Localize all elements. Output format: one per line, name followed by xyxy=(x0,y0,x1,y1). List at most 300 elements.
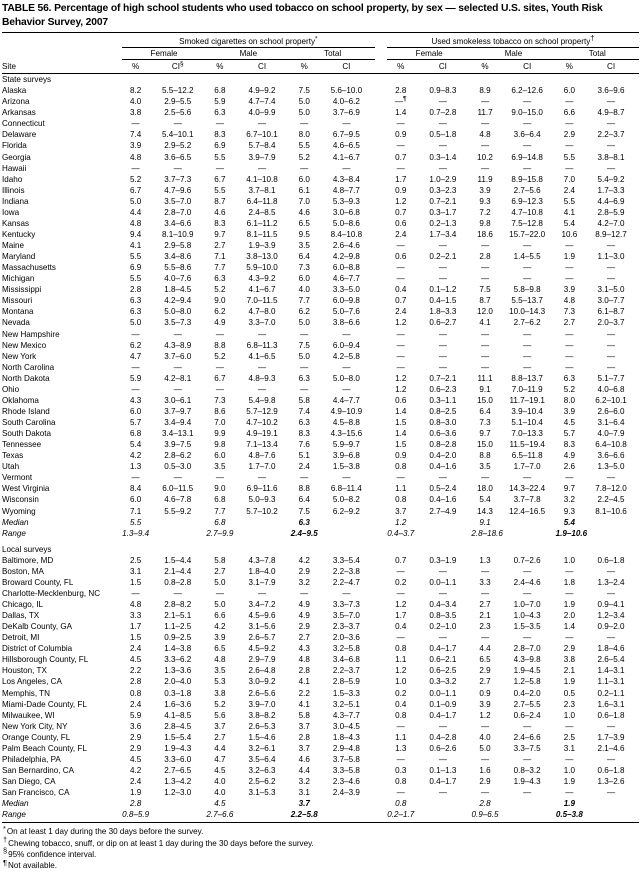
summary-value xyxy=(149,798,206,809)
data-cell: 6.7–9.5 xyxy=(332,130,360,140)
data-cell: 3.2 xyxy=(563,495,575,505)
value-not-available: — xyxy=(438,97,447,107)
data-cell: 3.9 xyxy=(479,699,491,709)
table-row xyxy=(2,743,639,754)
data-cell: 4.0–6.8 xyxy=(597,384,625,394)
data-cell: 0.3 xyxy=(395,765,407,775)
data-cell: 2.6–5.6 xyxy=(248,688,276,698)
data-cell: 4.2–9.8 xyxy=(332,252,360,262)
value-not-available: — xyxy=(396,362,405,372)
column-gap xyxy=(375,643,387,654)
table-row xyxy=(2,417,639,428)
footnote-marker: † xyxy=(3,834,8,844)
data-cell: 4.1 xyxy=(298,699,310,709)
data-cell: 2.6–6.0 xyxy=(597,406,625,416)
data-cell: 2.4 xyxy=(129,777,142,786)
table-row xyxy=(2,152,639,163)
data-cell: 5.2 xyxy=(214,351,226,361)
value-not-available: — xyxy=(258,163,267,173)
summary-value xyxy=(234,528,291,539)
value-not-available: — xyxy=(606,263,616,273)
data-cell: 8.4 xyxy=(129,484,142,494)
data-cell: 0.5–2.4 xyxy=(429,484,457,494)
table-row xyxy=(2,472,639,483)
row-site-label: Houston, TX xyxy=(2,666,47,676)
value-not-available: — xyxy=(523,754,532,764)
summary-value: 2.8 xyxy=(479,799,491,809)
section-header-row xyxy=(2,544,639,555)
data-cell: 6.3 xyxy=(129,307,142,317)
data-cell: 8.0 xyxy=(298,130,310,140)
value-not-available: — xyxy=(480,362,490,372)
data-cell: 3.9 xyxy=(563,406,575,416)
data-cell: 5.0–8.6 xyxy=(332,218,360,228)
data-cell: 5.5 xyxy=(563,196,575,206)
data-cell: 3.7 xyxy=(298,721,310,731)
value-not-available: — xyxy=(606,340,616,350)
data-cell: 3.0–9.2 xyxy=(248,677,276,687)
column-gap xyxy=(375,599,387,610)
row-site-label: Baltimore, MD xyxy=(2,555,54,565)
row-site-label: Texas xyxy=(2,451,24,461)
data-cell: 0.6–2.7 xyxy=(429,318,457,328)
table-row xyxy=(2,765,639,776)
column-gap xyxy=(375,743,387,754)
footnotes-block xyxy=(3,823,641,872)
value-not-available: — xyxy=(523,141,532,151)
table-row xyxy=(2,439,639,450)
data-cell: 5.5–8.6 xyxy=(164,263,192,273)
data-cell: 7.1 xyxy=(129,506,142,516)
data-cell: 14.3–22.4 xyxy=(509,484,546,494)
column-gap xyxy=(375,577,387,588)
row-site-label: Wyoming xyxy=(2,506,36,516)
column-gap xyxy=(375,96,387,107)
data-cell: 1.2 xyxy=(395,384,407,394)
data-cell: 6.8 xyxy=(129,429,142,439)
row-site-label: Dallas, TX xyxy=(2,611,40,621)
table-row xyxy=(2,262,639,273)
value-not-available: — xyxy=(606,566,616,576)
value-not-available: — xyxy=(565,274,574,284)
data-cell: 3.8–13.0 xyxy=(246,252,278,262)
table-row xyxy=(2,395,639,406)
data-cell: 3.3–5.4 xyxy=(332,555,360,565)
data-cell: 12.4–16.5 xyxy=(509,506,546,516)
data-cell: 6.9–11.6 xyxy=(246,484,278,494)
table-row xyxy=(2,196,639,207)
data-cell: 3.5–7.0 xyxy=(164,196,192,206)
data-cell: 2.9–5.2 xyxy=(164,141,192,151)
data-cell: 0.9 xyxy=(395,451,407,461)
data-cell: 1.6–3.6 xyxy=(164,699,192,709)
value-not-available: — xyxy=(342,119,351,129)
footnote xyxy=(3,823,641,837)
data-cell: 3.0–7.7 xyxy=(597,296,625,306)
data-cell: 7.3 xyxy=(214,395,226,405)
table-row xyxy=(2,632,639,643)
data-cell: 8.1–11.5 xyxy=(246,229,278,239)
data-cell: 0.4–2.0 xyxy=(513,688,541,698)
data-cell: 2.3–4.6 xyxy=(332,777,360,786)
data-cell: 4.2–9.4 xyxy=(164,296,192,306)
data-cell: 3.7–5.8 xyxy=(332,754,360,764)
data-cell: 6.8–11.3 xyxy=(246,340,278,350)
row-site-label: Utah xyxy=(2,462,20,472)
data-cell: 7.7 xyxy=(214,263,226,273)
row-site-label: Idaho xyxy=(2,174,23,184)
data-cell: 5.8 xyxy=(298,395,310,405)
data-cell: 10.2 xyxy=(477,152,493,162)
row-site-label: Iowa xyxy=(2,207,20,217)
column-gap xyxy=(375,284,387,295)
summary-value: 1.9–10.6 xyxy=(555,528,588,538)
summary-value xyxy=(234,517,291,528)
row-site-label: Mississippi xyxy=(2,285,42,295)
data-cell: 6.0 xyxy=(129,406,142,416)
row-site-label: Los Angeles, CA xyxy=(2,677,62,687)
table-row xyxy=(2,351,639,362)
value-not-available: — xyxy=(438,340,447,350)
value-not-available: — xyxy=(565,241,574,250)
data-cell: 0.0–1.1 xyxy=(429,577,457,587)
data-cell: 4.0 xyxy=(129,97,142,107)
footnote xyxy=(3,846,641,860)
summary-value: 2.8–18.6 xyxy=(471,528,503,538)
row-site-label: Massachusetts xyxy=(2,263,56,273)
row-site-label: Delaware xyxy=(2,130,37,140)
data-cell: 1.6 xyxy=(479,765,491,775)
data-cell: 0.7–2.1 xyxy=(429,196,457,206)
table-row xyxy=(2,229,639,240)
data-cell: 6.4 xyxy=(479,406,491,416)
data-cell: 1.5–4.6 xyxy=(248,732,276,742)
data-cell: 3.8 xyxy=(129,108,142,118)
data-cell: 2.0 xyxy=(563,611,575,621)
table-row xyxy=(2,185,639,196)
data-cell: 6.7 xyxy=(214,373,226,383)
value-not-available: — xyxy=(396,721,405,731)
column-gap xyxy=(375,329,387,340)
footnote-marker: * xyxy=(3,823,6,833)
row-site-label: Florida xyxy=(2,141,27,151)
tobacco-data-table xyxy=(2,32,639,823)
column-header-pct-2: % xyxy=(216,62,224,71)
data-cell: 9.4 xyxy=(129,229,142,239)
row-site-label: Maine xyxy=(2,241,25,250)
column-gap xyxy=(375,163,387,174)
data-cell: 5.9 xyxy=(129,710,142,720)
data-cell: 4.4–7.7 xyxy=(332,395,360,405)
data-cell: 4.1 xyxy=(298,677,310,687)
data-cell: 3.4–13.1 xyxy=(161,429,194,439)
summary-value: 2.7–6.6 xyxy=(206,810,234,820)
data-cell: 1.7–3.4 xyxy=(429,229,457,239)
data-cell: 1.5 xyxy=(395,418,407,427)
data-cell: 0.7–2.6 xyxy=(513,555,541,565)
data-cell: 1.7 xyxy=(129,622,142,632)
value-not-available: — xyxy=(606,274,616,284)
summary-value xyxy=(414,798,471,809)
column-gap xyxy=(375,140,387,151)
data-cell: 4.0 xyxy=(214,777,226,786)
data-cell: 5.0–7.6 xyxy=(332,307,360,317)
value-not-available: — xyxy=(258,329,267,339)
column-gap xyxy=(375,566,387,577)
data-cell: 7.4 xyxy=(298,406,310,416)
value-not-available: — xyxy=(438,329,447,339)
data-cell: 0.3–3.2 xyxy=(429,677,457,687)
data-cell: 7.0–11.9 xyxy=(511,384,543,394)
row-site-label: San Diego, CA xyxy=(2,777,56,786)
column-gap xyxy=(375,654,387,665)
data-cell: 0.6–3.6 xyxy=(429,429,457,439)
data-cell: 4.4 xyxy=(298,765,310,775)
column-gap xyxy=(375,107,387,118)
data-cell: 3.8–6.6 xyxy=(332,318,360,328)
column-gap xyxy=(375,798,387,809)
row-site-label: West Virginia xyxy=(2,484,50,494)
data-cell: 4.8 xyxy=(479,130,491,140)
data-cell: 5.5 xyxy=(298,141,310,151)
section-label: Local surveys xyxy=(2,544,52,554)
row-site-label: Rhode Island xyxy=(2,406,50,416)
data-cell: 0.4–1.6 xyxy=(429,495,457,505)
summary-value: 0.8 xyxy=(395,799,407,809)
data-cell: 3.2–6.1 xyxy=(248,743,276,753)
summary-value: 9.1 xyxy=(479,517,491,527)
table-body xyxy=(2,74,639,821)
summary-value: 0.8–5.9 xyxy=(122,810,150,820)
value-not-available: — xyxy=(342,473,351,483)
data-cell: 5.0–8.0 xyxy=(332,373,360,383)
data-cell: 3.4–7.2 xyxy=(248,600,276,609)
value-not-available: — xyxy=(438,588,447,598)
data-cell: 2.9 xyxy=(563,130,575,140)
data-cell: 0.6–1.8 xyxy=(597,555,625,565)
data-cell: 9.0 xyxy=(214,296,226,306)
column-gap xyxy=(375,754,387,765)
value-not-available: —¶ xyxy=(394,95,407,107)
column-gap xyxy=(375,362,387,373)
column-gap xyxy=(375,351,387,362)
value-not-available: — xyxy=(131,119,140,129)
data-cell: 3.7–7.3 xyxy=(164,174,192,184)
value-not-available: — xyxy=(396,788,405,798)
data-cell: 2.8–4.5 xyxy=(164,721,192,731)
table-row xyxy=(2,107,639,118)
data-cell: 0.7–2.8 xyxy=(429,108,457,118)
data-cell: 2.4 xyxy=(129,699,142,709)
row-site-label: Kentucky xyxy=(2,229,36,239)
data-cell: 6.7–10.1 xyxy=(246,130,278,140)
summary-value: 6.8 xyxy=(214,517,226,527)
bottom-rule xyxy=(2,820,639,823)
summary-value: 1.2 xyxy=(395,517,407,527)
data-cell: 5.7 xyxy=(129,418,142,427)
data-cell: 1.8 xyxy=(563,577,575,587)
value-not-available: — xyxy=(523,473,532,483)
value-not-available: — xyxy=(565,329,574,339)
column-gap xyxy=(375,765,387,776)
data-cell: 0.6 xyxy=(395,218,407,228)
data-cell: 6.9 xyxy=(129,263,142,273)
data-cell: 1.3–5.0 xyxy=(597,462,625,472)
value-not-available: — xyxy=(565,141,574,151)
data-cell: 4.5–9.2 xyxy=(248,644,276,654)
data-cell: 5.4–10.1 xyxy=(161,130,194,140)
column-gap xyxy=(375,428,387,439)
data-cell: 2.7 xyxy=(479,600,491,609)
data-cell: 0.6–2.1 xyxy=(429,655,457,665)
data-cell: 1.2–3.4 xyxy=(597,611,625,621)
column-header-pct-4: % xyxy=(397,62,405,71)
data-cell: 5.5 xyxy=(129,252,142,262)
data-cell: 0.8 xyxy=(395,777,407,786)
data-cell: 0.6–2.3 xyxy=(429,384,457,394)
data-cell: 14.3 xyxy=(477,506,493,516)
data-cell: 0.8 xyxy=(395,462,407,472)
group-label-smokeless: Used smokeless tobacco on school property xyxy=(431,36,591,46)
data-cell: 7.3 xyxy=(563,307,575,317)
value-not-available: — xyxy=(565,340,574,350)
data-cell: 4.0 xyxy=(479,732,491,742)
data-cell: 3.4–6.8 xyxy=(332,655,360,665)
data-cell: 2.9–4.8 xyxy=(332,743,360,753)
data-cell: 2.7–4.9 xyxy=(429,506,457,516)
value-not-available: — xyxy=(438,362,447,372)
data-cell: 1.9–3.9 xyxy=(248,241,276,250)
data-cell: 3.7–6.0 xyxy=(164,351,192,361)
column-gap xyxy=(375,472,387,483)
value-not-available: — xyxy=(173,384,182,394)
data-cell: 0.2 xyxy=(395,688,407,698)
column-header-ci-3: CI xyxy=(342,62,351,71)
value-not-available: — xyxy=(396,163,405,173)
data-cell: 1.2 xyxy=(395,666,407,676)
row-site-label: Arkansas xyxy=(2,108,36,118)
footnote-mark-asterisk: * xyxy=(315,35,318,43)
data-cell: 0.4 xyxy=(395,285,407,295)
data-cell: 6.1–8.7 xyxy=(597,307,625,317)
data-cell: 0.7 xyxy=(395,152,407,162)
footnote xyxy=(3,857,641,871)
data-cell: 8.8 xyxy=(214,340,226,350)
value-not-available: — xyxy=(480,241,490,250)
sex-header-row xyxy=(2,48,639,60)
data-cell: 4.2 xyxy=(214,622,226,632)
data-cell: 5.8 xyxy=(298,710,310,720)
column-gap xyxy=(375,588,387,599)
data-cell: 1.3–2.6 xyxy=(597,777,625,786)
data-cell: 5.7–12.9 xyxy=(246,406,278,416)
value-not-available: — xyxy=(606,163,616,173)
data-cell: 3.8 xyxy=(563,655,575,665)
value-not-available: — xyxy=(258,588,267,598)
table-row xyxy=(2,140,639,151)
data-cell: 4.5 xyxy=(129,655,142,665)
summary-value: 1.9 xyxy=(563,799,575,809)
summary-value: 2.7–9.9 xyxy=(206,528,234,538)
data-cell: 4.3–8.4 xyxy=(332,174,360,184)
data-cell: 2.9 xyxy=(298,622,310,632)
table-row xyxy=(2,240,639,251)
data-cell: 1.9–4.3 xyxy=(164,743,192,753)
value-not-available: — xyxy=(523,721,532,731)
table-row xyxy=(2,284,639,295)
data-cell: 5.2 xyxy=(298,152,310,162)
value-not-available: — xyxy=(131,473,140,483)
data-cell: 0.5 xyxy=(563,688,575,698)
data-cell: 3.7–9.7 xyxy=(164,406,192,416)
row-site-label: Chicago, IL xyxy=(2,600,43,609)
table-row xyxy=(2,787,639,798)
value-not-available: — xyxy=(258,384,267,394)
row-site-label: Philadelphia, PA xyxy=(2,754,61,764)
data-cell: 0.8–3.5 xyxy=(429,611,457,621)
data-cell: 15.0 xyxy=(477,440,493,450)
data-cell: 1.9 xyxy=(563,677,575,687)
row-site-label: San Bernardino, CA xyxy=(2,765,74,775)
table-row xyxy=(2,599,639,610)
data-cell: 5.0 xyxy=(129,196,142,206)
value-not-available: — xyxy=(480,566,490,576)
summary-value xyxy=(234,809,291,820)
data-cell: 1.9–4.3 xyxy=(513,777,541,786)
table-row xyxy=(2,721,639,732)
sex-header-smk-total: Total xyxy=(556,48,639,60)
value-not-available: — xyxy=(523,588,532,598)
table-row xyxy=(2,710,639,721)
data-cell: 6.9 xyxy=(214,141,226,151)
data-cell: 3.7–7.8 xyxy=(513,495,541,505)
data-cell: 1.3–4.2 xyxy=(164,777,192,786)
column-gap xyxy=(375,229,387,240)
value-not-available: — xyxy=(523,329,532,339)
summary-value: 0.2–1.7 xyxy=(387,810,415,820)
value-not-available: — xyxy=(480,163,490,173)
value-not-available: — xyxy=(300,163,309,173)
column-gap xyxy=(375,506,387,517)
data-cell: 8.4–10.8 xyxy=(330,229,363,239)
data-cell: 4.7–7.4 xyxy=(248,97,276,107)
value-not-available: — xyxy=(480,721,490,731)
page-title: TABLE 56. Percentage of high school students who used tobacco on school property, by sex — selected U.S. sites, Youth Risk Behavior Survey, 2007 xyxy=(2,3,603,28)
row-site-label: South Carolina xyxy=(2,418,56,427)
data-cell: 5.0 xyxy=(129,318,142,328)
value-not-available: — xyxy=(565,351,574,361)
data-cell: 0.6–2.4 xyxy=(513,710,541,720)
data-cell: 4.9 xyxy=(298,611,310,621)
data-cell: 2.5 xyxy=(563,732,575,742)
data-cell: 8.7 xyxy=(479,296,491,306)
data-cell: 1.1–3.0 xyxy=(597,252,625,262)
table-row xyxy=(2,699,639,710)
column-header-site: Site xyxy=(2,62,16,71)
data-cell: 10.0–14.3 xyxy=(509,307,546,317)
value-not-available: — xyxy=(480,588,490,598)
data-cell: 0.7 xyxy=(395,555,407,565)
row-site-label: District of Columbia xyxy=(2,644,73,654)
value-not-available: — xyxy=(438,721,447,731)
row-site-label: Oklahoma xyxy=(2,395,39,405)
value-not-available: — xyxy=(131,588,140,598)
column-gap xyxy=(375,251,387,262)
data-cell: 1.1 xyxy=(395,732,407,742)
row-site-label: Broward County, FL xyxy=(2,577,74,587)
table-row xyxy=(2,461,639,472)
data-cell: 6.7 xyxy=(214,174,226,184)
